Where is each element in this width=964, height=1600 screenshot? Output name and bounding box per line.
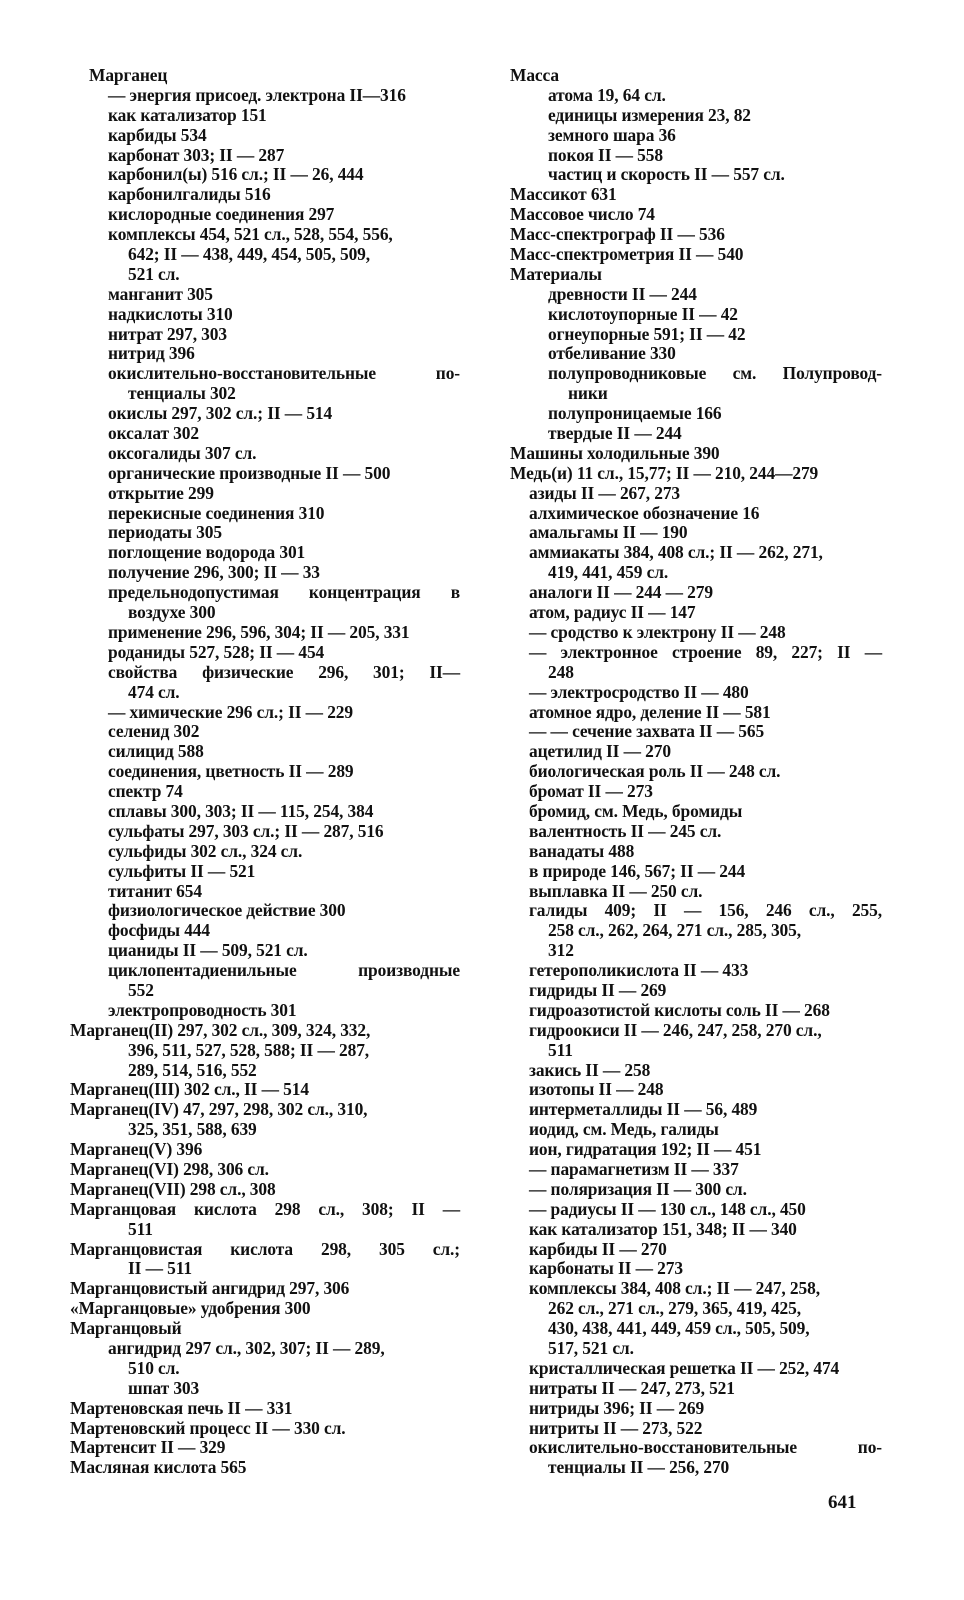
index-entry-line: 248 bbox=[548, 661, 574, 682]
index-entry-line: титанит 654 bbox=[108, 880, 202, 901]
index-entry-line: — поляризация II — 300 сл. bbox=[529, 1178, 747, 1199]
index-entry-line: бромат II — 273 bbox=[529, 781, 653, 802]
index-entry-line: полупроницаемые 166 bbox=[548, 403, 722, 424]
index-entry-line: Марганцовая кислота 298 сл., 308; II — bbox=[70, 1198, 460, 1219]
index-entry-line: Марганец(VII) 298 сл., 308 bbox=[70, 1178, 276, 1199]
index-entry-line: нитрат 297, 303 bbox=[108, 323, 227, 344]
index-entry-line: 517, 521 сл. bbox=[548, 1338, 634, 1358]
index-entry-line: надкислоты 310 bbox=[108, 303, 233, 324]
index-entry-line: периодаты 305 bbox=[108, 522, 222, 543]
index-entry-line: карбиды II — 270 bbox=[529, 1238, 667, 1259]
index-entry-line: 258 сл., 262, 264, 271 сл., 285, 305, bbox=[548, 920, 801, 941]
index-entry-line: галиды 409; II — 156, 246 сл., 255, bbox=[529, 900, 882, 921]
index-entry-line: 430, 438, 441, 449, 459 сл., 505, 509, bbox=[548, 1318, 810, 1339]
index-entry-line: карбонаты II — 273 bbox=[529, 1258, 683, 1279]
index-entry-line: 511 bbox=[548, 1039, 573, 1060]
index-entry-line: выплавка II — 250 сл. bbox=[529, 880, 703, 901]
index-entry-line: твердые II — 244 bbox=[548, 423, 682, 444]
index-entry-line: «Марганцовые» удобрения 300 bbox=[70, 1298, 311, 1319]
index-entry-line: шпат 303 bbox=[128, 1377, 200, 1398]
index-entry-line: Массовое число 74 bbox=[510, 204, 655, 225]
index-entry-line: аммиакаты 384, 408 сл.; II — 262, 271, bbox=[529, 542, 823, 563]
index-entry-line: Марганец(VI) 298, 306 сл. bbox=[70, 1158, 269, 1179]
index-entry-line: 289, 514, 516, 552 bbox=[128, 1059, 257, 1080]
index-entry-line: бромид, см. Медь, бромиды bbox=[529, 800, 743, 821]
index-entry-line: силицид 588 bbox=[108, 741, 204, 762]
index-entry-line: Марганцовистая кислота 298, 305 сл.; bbox=[70, 1238, 460, 1259]
index-entry-line: тенциалы II — 256, 270 bbox=[548, 1457, 730, 1478]
index-entry-line: — радиусы II — 130 сл., 148 сл., 450 bbox=[529, 1198, 806, 1219]
index-entry-line: предельнодопустимая концентрация в bbox=[108, 582, 460, 603]
index-entry-line: Масс-спектрометрия II — 540 bbox=[510, 244, 744, 265]
index-entry-line: тенциалы 302 bbox=[128, 383, 236, 404]
index-entry-line: сульфиты II — 521 bbox=[108, 860, 256, 881]
index-entry-line: Марганец bbox=[89, 65, 168, 85]
index-entry-line: ванадаты 488 bbox=[529, 840, 635, 861]
index-entry-line: как катализатор 151 bbox=[108, 104, 267, 125]
index-entry-line: изотопы II — 248 bbox=[529, 1079, 664, 1100]
index-entry-line: сплавы 300, 303; II — 115, 254, 384 bbox=[108, 800, 374, 821]
index-entry-line: — электросродство II — 480 bbox=[529, 681, 749, 702]
index-entry-line: открытие 299 bbox=[108, 482, 214, 503]
index-entry-line: амальгамы II — 190 bbox=[529, 522, 688, 543]
index-entry-line: 510 сл. bbox=[128, 1357, 180, 1378]
index-entry-line: 396, 511, 527, 528, 588; II — 287, bbox=[128, 1039, 370, 1060]
index-entry-line: отбеливание 330 bbox=[548, 343, 676, 364]
index-entry-line: земного шара 36 bbox=[548, 124, 676, 145]
index-entry-line: 642; II — 438, 449, 454, 505, 509, bbox=[128, 244, 371, 265]
index-entry-line: роданиды 527, 528; II — 454 bbox=[108, 641, 325, 662]
index-entry-line: огнеупорные 591; II — 42 bbox=[548, 323, 746, 344]
index-entry-line: кристаллическая решетка II — 252, 474 bbox=[529, 1357, 840, 1378]
index-entry-line: ангидрид 297 сл., 302, 307; II — 289, bbox=[108, 1338, 385, 1358]
index-entry-line: Марганец(V) 396 bbox=[70, 1139, 203, 1160]
index-entry-line: — парамагнетизм II — 337 bbox=[529, 1158, 739, 1179]
index-entry-line: 474 сл. bbox=[128, 681, 180, 702]
index-entry-line: — химические 296 сл.; II — 229 bbox=[108, 701, 353, 722]
index-entry-line: Мартеновская печь II — 331 bbox=[70, 1397, 293, 1418]
index-entry-line: в природе 146, 567; II — 244 bbox=[529, 860, 746, 881]
index-entry-line: фосфиды 444 bbox=[108, 920, 210, 941]
index-entry-line: как катализатор 151, 348; II — 340 bbox=[529, 1218, 797, 1239]
index-entry-line: Масса bbox=[510, 65, 559, 85]
index-entry-line: атомное ядро, деление II — 581 bbox=[529, 701, 771, 722]
index-entry-line: 325, 351, 588, 639 bbox=[128, 1119, 257, 1140]
index-entry-line: азиды II — 267, 273 bbox=[529, 482, 681, 503]
index-entry-line: получение 296, 300; II — 33 bbox=[108, 562, 320, 583]
index-entry-line: — — сечение захвата II — 565 bbox=[529, 721, 765, 742]
index-entry-line: нитрид 396 bbox=[108, 343, 195, 364]
index-entry-line: ники bbox=[568, 383, 608, 404]
index-entry-line: Мартенсит II — 329 bbox=[70, 1437, 226, 1458]
index-entry-line: Массикот 631 bbox=[510, 184, 617, 205]
index-entry-line: Марганцовистый ангидрид 297, 306 bbox=[70, 1278, 350, 1299]
index-entry-line: комплексы 454, 521 сл., 528, 554, 556, bbox=[108, 224, 393, 245]
index-entry-line: карбонил(ы) 516 сл.; II — 26, 444 bbox=[108, 164, 364, 185]
page-number: 641 bbox=[828, 1492, 857, 1513]
index-entry-line: атом, радиус II — 147 bbox=[529, 602, 696, 623]
index-entry-line: алхимическое обозначение 16 bbox=[529, 502, 760, 523]
index-entry-line: Мартеновский процесс II — 330 сл. bbox=[70, 1417, 346, 1438]
index-entry-line: — сродство к электрону II — 248 bbox=[529, 621, 786, 642]
index-entry-line: единицы измерения 23, 82 bbox=[548, 104, 751, 125]
index-entry-line: кислородные соединения 297 bbox=[108, 204, 335, 225]
index-entry-line: перекисные соединения 310 bbox=[108, 502, 325, 523]
index-entry-line: гидриды II — 269 bbox=[529, 979, 667, 1000]
index-entry-line: окислы 297, 302 сл.; II — 514 bbox=[108, 403, 333, 424]
index-entry-line: кислотоупорные II — 42 bbox=[548, 303, 738, 324]
index-entry-line: Машины холодильные 390 bbox=[510, 442, 720, 463]
index-entry-line: Марганец(II) 297, 302 сл., 309, 324, 332, bbox=[70, 1019, 371, 1040]
index-entry-line: — энергия присоед. электрона II—316 bbox=[108, 84, 406, 105]
index-entry-line: 552 bbox=[128, 979, 154, 1000]
index-entry-line: нитриты II — 273, 522 bbox=[529, 1417, 703, 1438]
index-entry-line: Марганцовый bbox=[70, 1318, 182, 1339]
index-entry-line: 511 bbox=[128, 1218, 153, 1239]
index-entry-line: электропроводность 301 bbox=[108, 999, 297, 1020]
index-entry-line: оксалат 302 bbox=[108, 423, 199, 444]
index-entry-line: гидроокиси II — 246, 247, 258, 270 сл., bbox=[529, 1019, 822, 1040]
index-entry-line: циклопентадиенильные производные bbox=[108, 960, 460, 981]
index-entry-line: спектр 74 bbox=[108, 781, 183, 802]
index-entry-line: соединения, цветность II — 289 bbox=[108, 761, 354, 782]
index-entry-line: 521 сл. bbox=[128, 263, 180, 284]
index-entry-line: Масс-спектрограф II — 536 bbox=[510, 224, 725, 245]
index-entry-line: 262 сл., 271 сл., 279, 365, 419, 425, bbox=[548, 1298, 801, 1319]
index-entry-line: Марганец(IV) 47, 297, 298, 302 сл., 310, bbox=[70, 1099, 368, 1120]
index-entry-line: — электронное строение 89, 227; II — bbox=[529, 641, 882, 662]
index-entry-line: применение 296, 596, 304; II — 205, 331 bbox=[108, 621, 410, 642]
index-entry-line: поглощение водорода 301 bbox=[108, 542, 306, 563]
index-entry-line: покоя II — 558 bbox=[548, 144, 663, 165]
index-entry-line: гидроазотистой кислоты соль II — 268 bbox=[529, 999, 830, 1020]
index-entry-line: Масляная кислота 565 bbox=[70, 1457, 247, 1478]
index-entry-line: манганит 305 bbox=[108, 283, 213, 304]
index-entry-line: Медь(и) 11 сл., 15,77; II — 210, 244—279 bbox=[510, 462, 819, 483]
index-entry-line: комплексы 384, 408 сл.; II — 247, 258, bbox=[529, 1278, 820, 1299]
index-column-right bbox=[510, 66, 882, 1478]
index-entry-line: сульфиды 302 сл., 324 сл. bbox=[108, 840, 303, 861]
index-entry-line: частиц и скорость II — 557 сл. bbox=[548, 164, 785, 185]
index-column-left bbox=[70, 66, 460, 1478]
index-entry-line: свойства физические 296, 301; II— bbox=[108, 661, 460, 682]
index-entry-line: ацетилид II — 270 bbox=[529, 741, 671, 762]
index-entry-line: атома 19, 64 сл. bbox=[548, 84, 666, 105]
index-entry-line: селенид 302 bbox=[108, 721, 200, 742]
index-entry-line: карбиды 534 bbox=[108, 124, 207, 145]
index-entry-line: Марганец(III) 302 сл., II — 514 bbox=[70, 1079, 309, 1100]
index-entry-line: аналоги II — 244 — 279 bbox=[529, 582, 713, 603]
index-entry-line: 312 bbox=[548, 940, 574, 961]
index-entry-line: органические производные II — 500 bbox=[108, 462, 391, 483]
index-entry-line: цианиды II — 509, 521 сл. bbox=[108, 940, 308, 961]
index-entry-line: Материалы bbox=[510, 263, 602, 284]
index-entry-line: сульфаты 297, 303 сл.; II — 287, 516 bbox=[108, 820, 384, 841]
index-entry-line: окислительно-восстановительные по- bbox=[529, 1437, 882, 1458]
index-entry-line: нитриды 396; II — 269 bbox=[529, 1397, 705, 1418]
index-entry-line: II — 511 bbox=[128, 1258, 192, 1279]
index-entry-line: 419, 441, 459 сл. bbox=[548, 562, 669, 583]
index-entry-line: оксогалиды 307 сл. bbox=[108, 442, 257, 463]
index-entry-line: полупроводниковые см. Полупровод- bbox=[548, 363, 882, 384]
index-entry-line: воздухе 300 bbox=[128, 602, 216, 623]
index-entry-line: физиологическое действие 300 bbox=[108, 900, 346, 921]
index-entry-line: интерметаллиды II — 56, 489 bbox=[529, 1099, 758, 1120]
index-entry-line: биологическая роль II — 248 сл. bbox=[529, 761, 781, 782]
index-entry-line: древности II — 244 bbox=[548, 283, 697, 304]
index-entry-line: валентность II — 245 сл. bbox=[529, 820, 722, 841]
index-entry-line: окислительно-восстановительные по- bbox=[108, 363, 460, 384]
index-entry-line: карбонилгалиды 516 bbox=[108, 184, 271, 205]
index-entry-line: гетерополикислота II — 433 bbox=[529, 960, 749, 981]
index-entry-line: нитраты II — 247, 273, 521 bbox=[529, 1377, 735, 1398]
index-entry-line: закись II — 258 bbox=[529, 1059, 651, 1080]
index-entry-line: карбонат 303; II — 287 bbox=[108, 144, 285, 165]
index-entry-line: ион, гидратация 192; II — 451 bbox=[529, 1139, 762, 1160]
index-entry-line: иодид, см. Медь, галиды bbox=[529, 1119, 719, 1140]
